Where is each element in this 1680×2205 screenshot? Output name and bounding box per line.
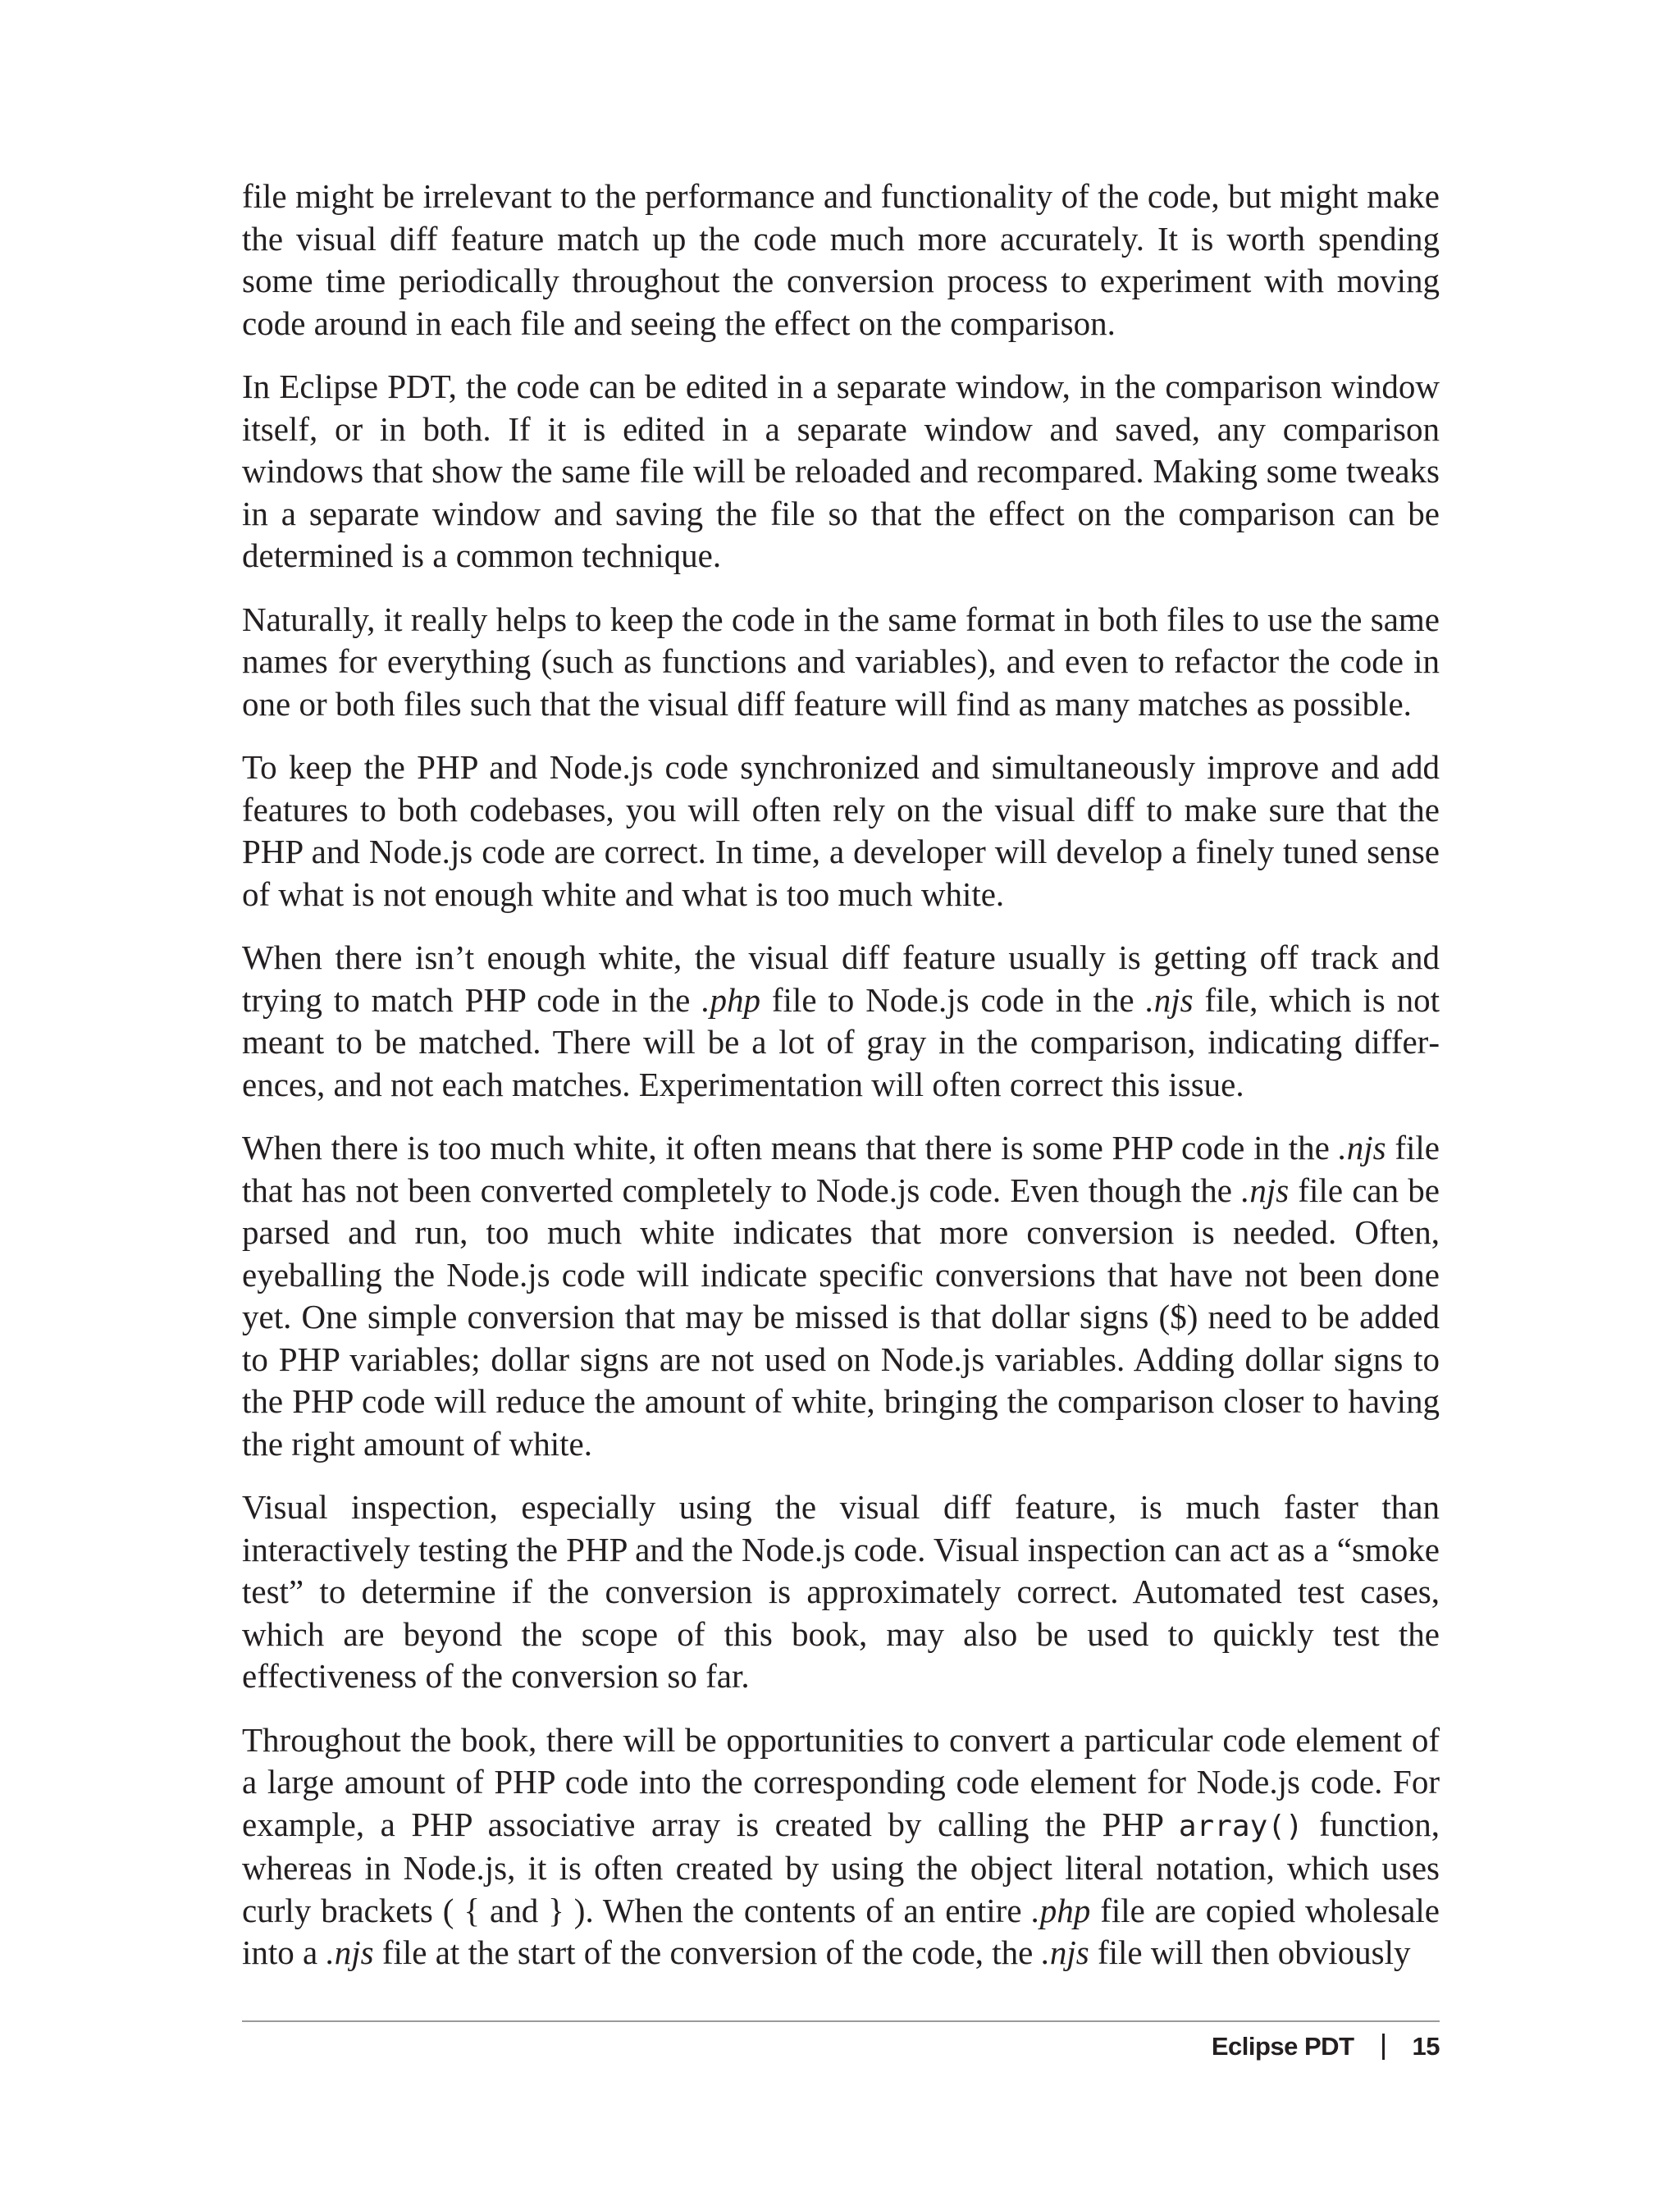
paragraph-text: In Eclipse PDT, the code can be edited in a separate window, in the comparison window itself, or in both. If it is edited in a separate window and saved, any comparison windows that show the same file will be reloaded and recompared. Making some tweaks in a separate window and saving the file so that the effect on the comparison can be determined is a common technique. <box>242 368 1440 574</box>
paragraph-text: file can be parsed and run, too much white indicates that more conversion is needed. Often, eyeballing the Node.js code will indicate specific conversions that have not been done yet. One simple conversion that may be missed is that dollar signs ($) need to be added to PHP variables; dollar signs are not used on Node.js variables. Adding dollar signs to the PHP code will reduce the amount of white, bringing the comparison closer to having the right amount of white. <box>242 1171 1440 1463</box>
paragraph-text: file, which is not meant to be matched. There will be a lot of gray in the comparison, indicating differences, and not each matches. Experimentation will often correct this issue. <box>242 980 1440 1103</box>
page-footer <box>1212 2032 1440 2061</box>
filename-extension-text: .njs <box>1338 1129 1386 1166</box>
paragraph-text: file are copied wholesale into a <box>242 1891 1440 1971</box>
paragraph-text: When there isn’t enough white, the visual diff feature usually is getting off track and trying to match PHP code in the <box>242 938 1440 1019</box>
paragraph-text: function, whereas in Node.js, it is often created by using the object literal notation, which uses curly brackets ( { and } ). When the contents of an entire <box>242 1805 1440 1929</box>
paragraph <box>242 1486 1440 1698</box>
paragraph-text: file might be irrelevant to the performance and functionality of the code, but might make the visual diff feature match up the code much more accurately. It is worth spending some time periodically throughout the conversion process to experiment with moving code around in each file and seeing the effect on the comparison. <box>242 177 1440 342</box>
paragraph <box>242 176 1440 345</box>
paragraph <box>242 1719 1440 1974</box>
filename-extension-text: .njs <box>1041 1933 1089 1971</box>
filename-extension-text: .php <box>701 980 761 1019</box>
paragraph <box>242 937 1440 1106</box>
running-footer-section-title: Eclipse PDT <box>1211 2032 1354 2061</box>
filename-extension-text: .njs <box>1145 980 1194 1019</box>
page-number: 15 <box>1412 2032 1440 2061</box>
paragraph-text: file at the start of the conversion of the code, the <box>373 1933 1042 1971</box>
inline-code: array() <box>1178 1809 1303 1843</box>
paragraph <box>242 599 1440 726</box>
paragraph-text: Visual inspection, especially using the visual diff feature, is much faster than interactively testing the PHP and the Node.js code. Visual inspection can act as a “smoke test” to determine if the conversion is approximately correct. Automated test cases, which are beyond the scope of this book, may also be used to quickly test the effectiveness of the conversion so far. <box>242 1488 1440 1695</box>
page-body <box>242 176 1440 1996</box>
paragraph <box>242 366 1440 578</box>
footer-divider <box>242 2020 1440 2022</box>
paragraph-text: file to Node.js code in the <box>760 980 1146 1019</box>
paragraph-text: file will then obviously <box>1089 1933 1411 1971</box>
paragraph-text: file that has not been converted completely to Node.js code. Even though the <box>242 1129 1440 1209</box>
footer-separator <box>1382 2034 1385 2060</box>
filename-extension-text: .php <box>1031 1891 1091 1929</box>
filename-extension-text: .njs <box>326 1933 374 1971</box>
paragraph-text: To keep the PHP and Node.js code synchronized and simultaneously improve and add features to both codebases, you will often rely on the visual diff to make sure that the PHP and Node.js code are correct. In time, a developer will develop a finely tuned sense of what is not enough white and what is too much white. <box>242 748 1440 913</box>
filename-extension-text: .njs <box>1241 1171 1290 1209</box>
paragraph <box>242 1127 1440 1465</box>
paragraph <box>242 746 1440 915</box>
paragraph-text: Naturally, it really helps to keep the code in the same format in both files to use the same names for everything (such as functions and variables), and even to refactor the code in one or both files such that the visual diff feature will find as many matches as possible. <box>242 600 1440 723</box>
paragraph-text: When there is too much white, it often means that there is some PHP code in the <box>242 1129 1339 1166</box>
paragraph-text: Throughout the book, there will be opportunities to convert a particular code element of a large amount of PHP code into the corresponding code element for Node.js code. For example, a PHP associative array is created by calling the PHP <box>242 1720 1440 1843</box>
